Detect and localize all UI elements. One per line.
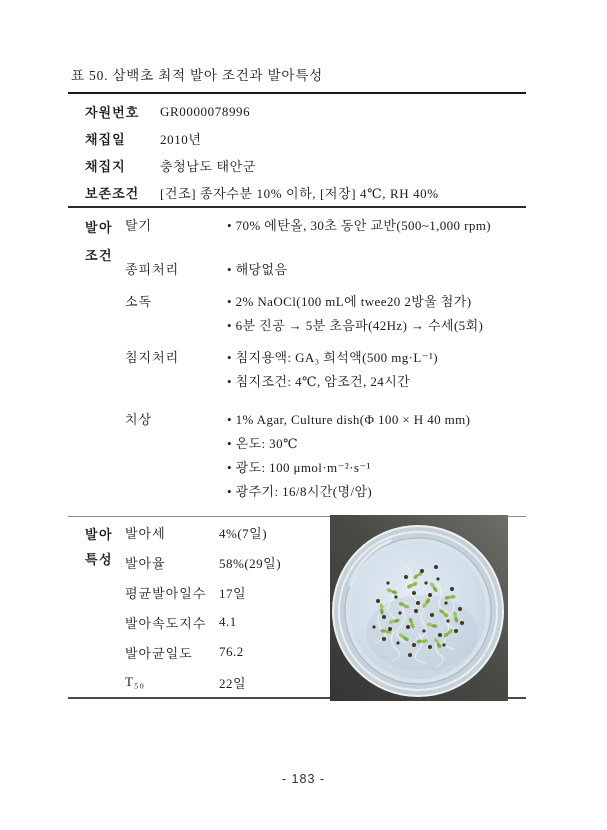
row-label: 채집일 [85,132,126,147]
row-value: 충청남도 태안군 [160,159,256,174]
condition-bullet: • 광주기: 16/8시간(명/암) [227,484,373,499]
condition-bullet: • 2% NaOCl(100 mL에 twee20 2방울 첨가) [227,294,472,309]
characteristic-label: 발아세 [125,525,166,541]
characteristic-label: 발아균일도 [125,645,193,661]
condition-label: 소독 [125,294,153,309]
condition-label: 침지처리 [125,350,180,365]
characteristic-value: 22일 [219,675,247,691]
table-row [68,179,526,206]
row-value: 2010년 [160,132,202,147]
condition-bullet: • 온도: 30℃ [227,436,298,451]
condition-bullet: • 1% Agar, Culture dish(Φ 100 × H 40 mm) [227,412,471,427]
row-value: GR0000078996 [160,103,251,119]
characteristic-label: 평균발아일수 [125,585,207,601]
condition-bullet: • 광도: 100 μmol·m⁻²·s⁻¹ [227,460,371,475]
condition-row [68,290,526,338]
table-row [68,152,526,179]
table-row [68,98,526,125]
condition-row [68,258,526,282]
row-label: 자원번호 [85,105,140,120]
condition-bullet: • 해당없음 [227,262,288,277]
condition-row [68,408,526,504]
condition-label: 종피처리 [125,262,180,277]
section-group-label: 발아 조건 [85,220,114,263]
condition-bullet: • 70% 에탄올, 30초 동안 교반(500~1,000 rpm) [227,218,491,233]
petri-dish-photo [330,515,508,701]
section-group-label: 발아 특성 [85,527,114,567]
condition-label: 치상 [125,412,153,427]
condition-bullet: • 6분 진공 → 5분 초음파(42Hz) → 수세(5회) [227,318,484,333]
characteristic-value: 4.1 [219,614,237,629]
characteristic-value: 17일 [219,585,247,601]
condition-bullet: • 침지용액: GA₃ 희석액(500 mg·L⁻¹) [227,350,438,365]
condition-bullet: • 침지조건: 4℃, 암조건, 24시간 [227,374,411,389]
row-value: [건조] 종자수분 10% 이하, [저장] 4℃, RH 40% [160,186,439,201]
condition-row [68,214,526,238]
germination-conditions-section [68,208,526,517]
condition-label: 탈기 [125,218,153,233]
characteristic-value: 58%(29일) [219,555,282,571]
row-label: 보존조건 [85,186,140,201]
table-row [68,125,526,152]
characteristic-value: 4%(7일) [219,525,268,541]
characteristic-label: 발아속도지수 [125,615,207,631]
characteristic-value: 76.2 [219,644,244,659]
row-label: 채집지 [85,159,126,174]
characteristic-label: T₅₀ [125,674,146,689]
table-caption: 표 50. 삼백초 최적 발아 조건과 발아특성 [71,68,323,83]
resource-info-section [68,94,526,208]
condition-row [68,346,526,394]
characteristic-label: 발아율 [125,555,166,571]
page-number: - 183 - [281,772,326,786]
